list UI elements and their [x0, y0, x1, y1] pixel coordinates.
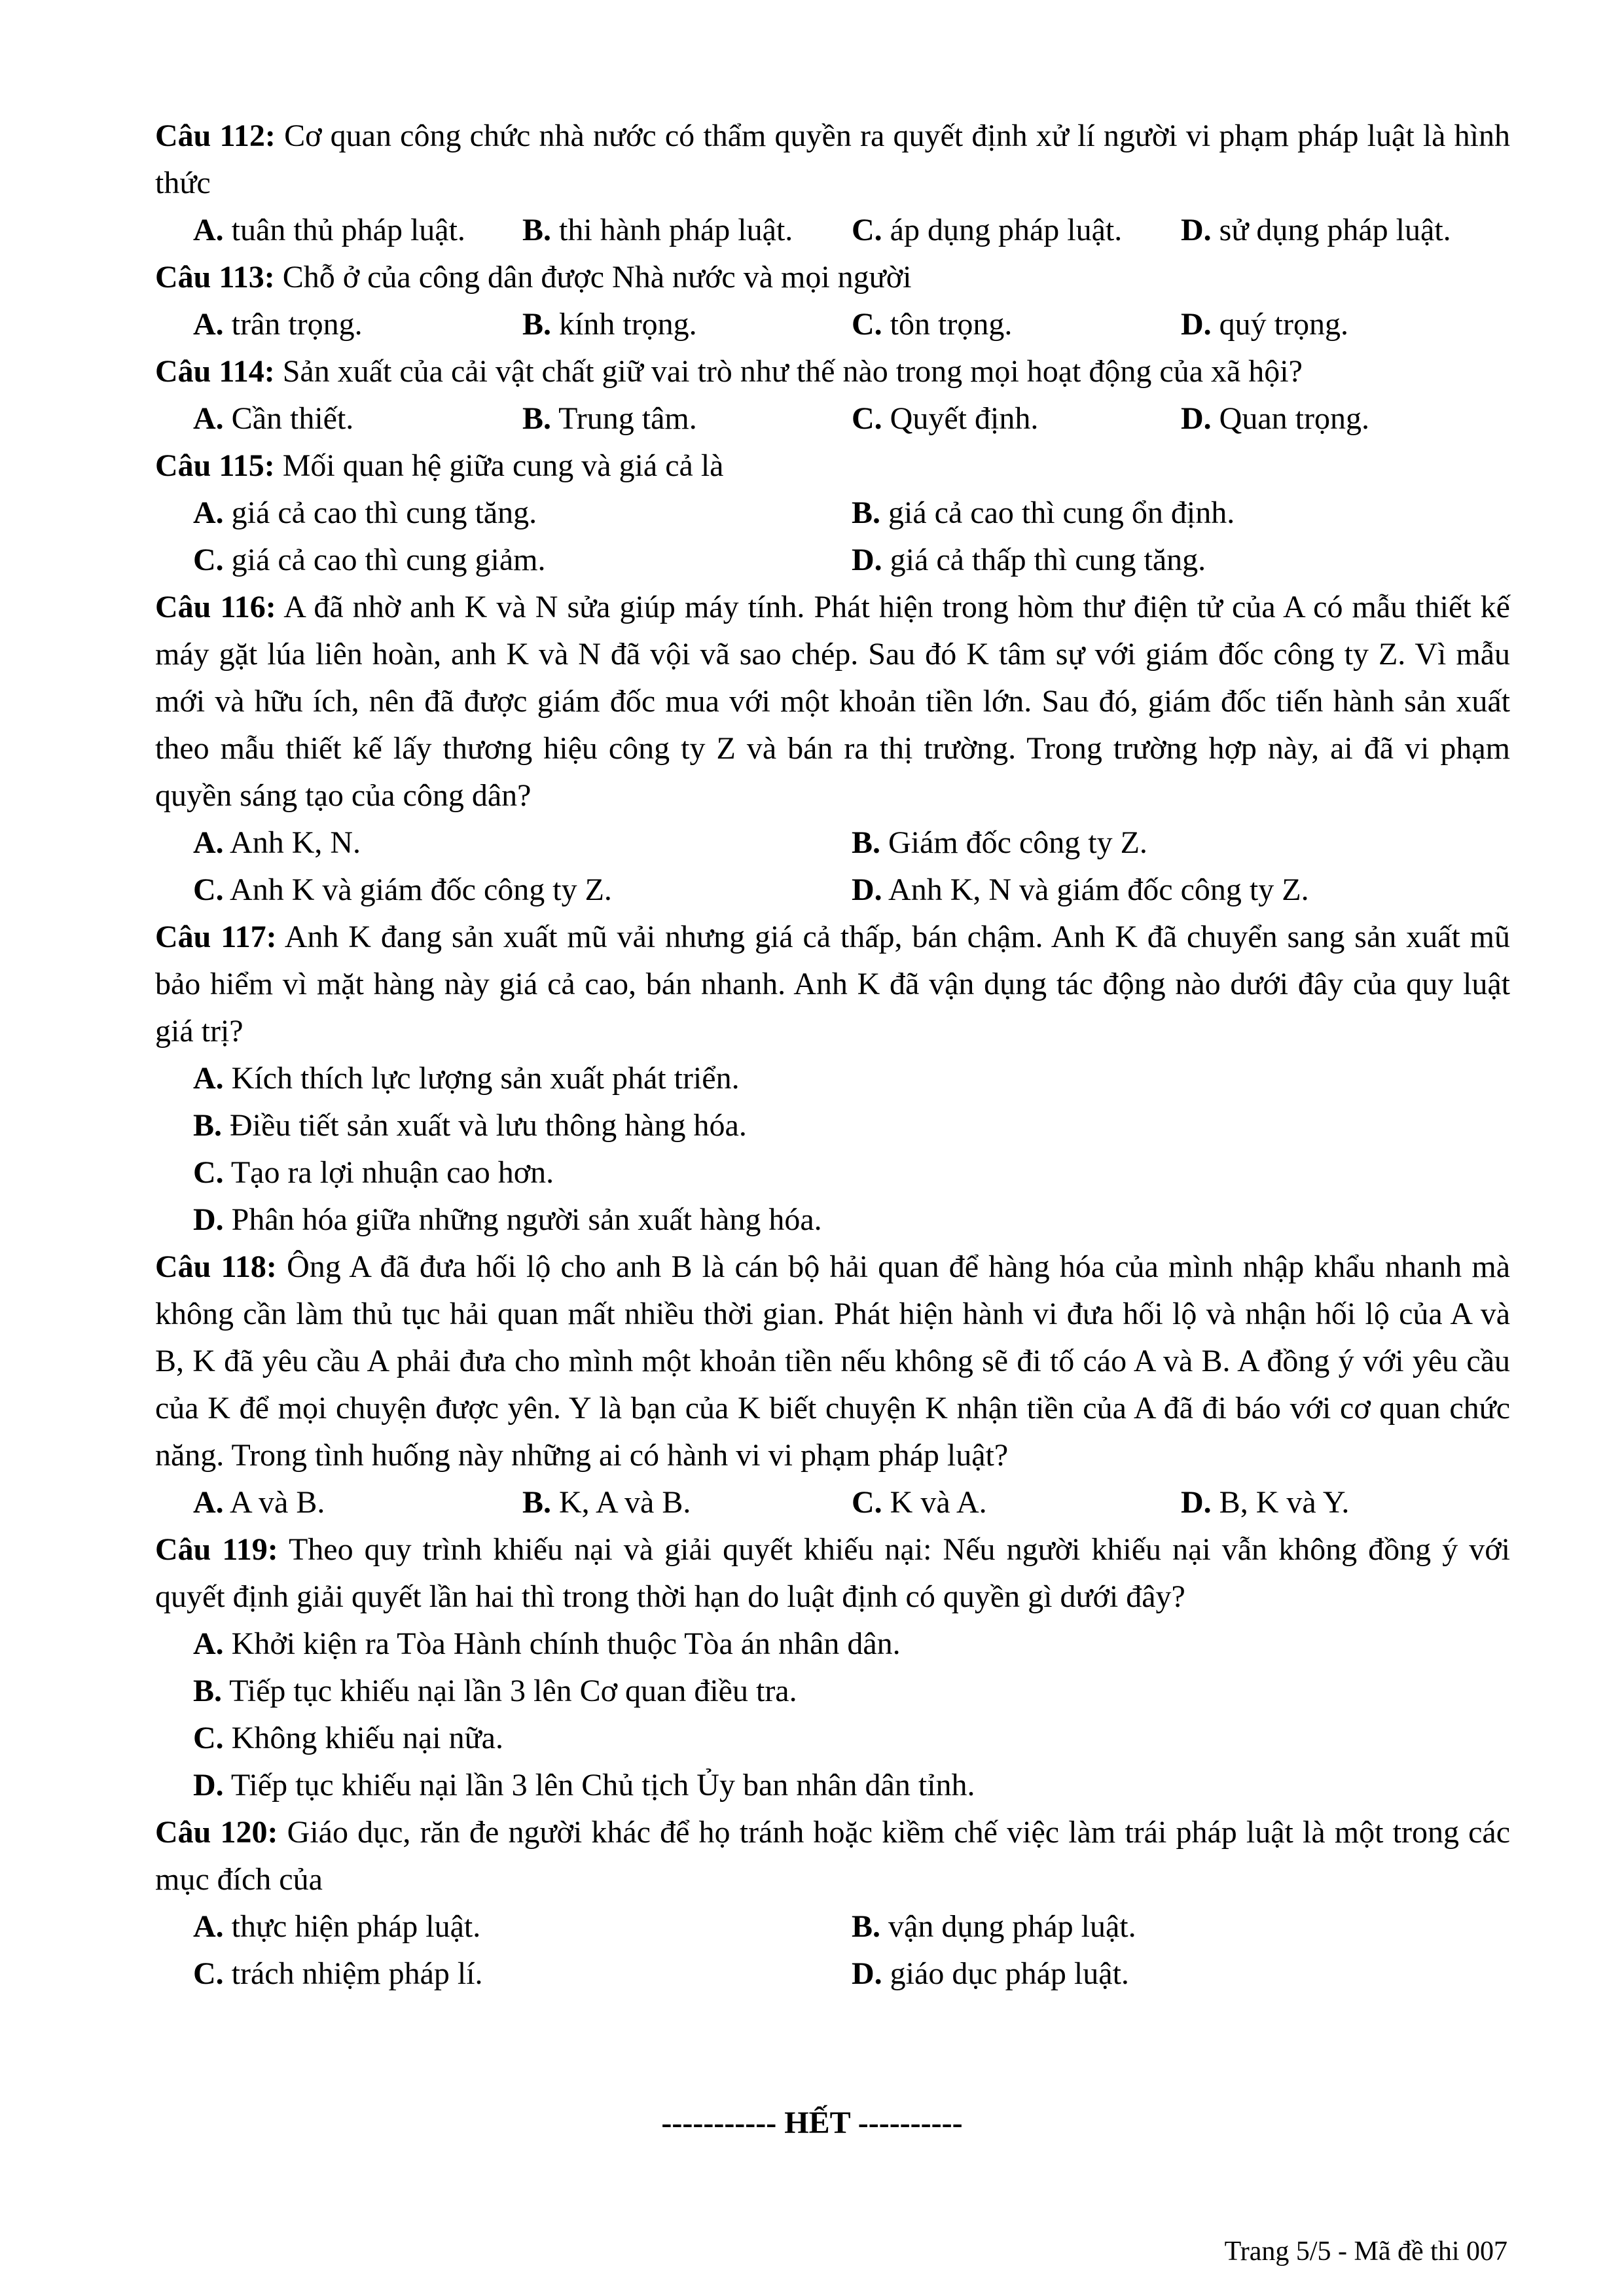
end-mark: ----------- HẾT ---------- [661, 2106, 963, 2140]
option-text: Trung tâm. [558, 401, 697, 436]
question-stem [155, 1244, 1510, 1479]
option-text: tuân thủ pháp luật. [231, 213, 465, 247]
answer-option [193, 490, 852, 537]
option-key: C. [852, 307, 882, 342]
option-text: Giám đốc công ty Z. [888, 825, 1147, 860]
answer-option [852, 395, 1181, 442]
question [155, 1244, 1510, 1526]
page-footer: Trang 5/5 - Mã đề thi 007 [1224, 2236, 1507, 2267]
answer-option [193, 1621, 1510, 1668]
option-text: Khởi kiện ra Tòa Hành chính thuộc Tòa án nhân dân. [231, 1626, 901, 1661]
option-text: Không khiếu nại nữa. [231, 1721, 503, 1755]
option-text: giáo dục pháp luật. [890, 1956, 1129, 1991]
answer-option [193, 1715, 1510, 1762]
answer-option [852, 537, 1510, 584]
answer-options [155, 395, 1510, 442]
question [155, 442, 1510, 584]
option-key: C. [193, 872, 224, 907]
question-number: Câu 112: [155, 118, 276, 153]
option-text: tôn trọng. [890, 307, 1013, 342]
answer-options [155, 1621, 1510, 1809]
answer-option [852, 1479, 1181, 1526]
answer-option [1181, 1479, 1510, 1526]
question-number: Câu 113: [155, 260, 275, 295]
option-row [193, 867, 1510, 914]
option-text: giá cả thấp thì cung tăng. [890, 543, 1206, 577]
answer-option [852, 867, 1510, 914]
option-text: Anh K, N. [230, 825, 361, 860]
question [155, 254, 1510, 348]
option-text: K, A và B. [559, 1485, 691, 1520]
question-stem [155, 914, 1510, 1055]
option-text: Quyết định. [890, 401, 1039, 436]
question-number: Câu 114: [155, 354, 275, 389]
answer-option [1181, 301, 1510, 348]
answer-option [193, 1668, 1510, 1715]
answer-option [852, 301, 1181, 348]
option-text: quý trọng. [1219, 307, 1348, 342]
option-row [193, 1762, 1510, 1809]
answer-option [193, 819, 852, 867]
answer-option [522, 301, 852, 348]
option-key: A. [193, 213, 224, 247]
answer-option [1181, 207, 1510, 254]
question-text: Theo quy trình khiếu nại và giải quyết khiếu nại: Nếu người khiếu nại vẫn không đồng ý với quyết định giải quyết lần hai thì trong thời hạn do luật định có quyền gì dưới đây? [155, 1532, 1510, 1614]
option-text: trách nhiệm pháp lí. [231, 1956, 483, 1991]
question [155, 584, 1510, 914]
option-key: C. [193, 1956, 224, 1991]
answer-option [193, 1903, 852, 1950]
question-stem [155, 1809, 1510, 1903]
answer-option [193, 1055, 1510, 1102]
option-row [193, 1668, 1510, 1715]
option-key: D. [1181, 213, 1212, 247]
option-text: Tiếp tục khiếu nại lần 3 lên Cơ quan điều tra. [229, 1674, 797, 1708]
question-stem [155, 254, 1510, 301]
question [155, 1526, 1510, 1809]
question-text: Giáo dục, răn đe người khác để họ tránh hoặc kiềm chế việc làm trái pháp luật là một trong các mục đích của [155, 1815, 1511, 1897]
question-number: Câu 118: [155, 1249, 277, 1284]
option-key: A. [193, 307, 224, 342]
option-text: kính trọng. [559, 307, 697, 342]
option-key: B. [852, 825, 881, 860]
option-key: B. [522, 307, 552, 342]
question-text: Sản xuất của cải vật chất giữ vai trò như thế nào trong mọi hoạt động của xã hội? [282, 354, 1303, 389]
option-key: C. [852, 213, 882, 247]
question-text: Chỗ ở của công dân được Nhà nước và mọi người [282, 260, 912, 295]
option-text: sử dụng pháp luật. [1219, 213, 1451, 247]
answer-option [852, 490, 1510, 537]
question-number: Câu 116: [155, 590, 276, 624]
question-stem [155, 1526, 1510, 1621]
option-key: D. [1181, 307, 1212, 342]
option-text: Anh K, N và giám đốc công ty Z. [888, 872, 1309, 907]
option-row [193, 1055, 1510, 1102]
question-text: Mối quan hệ giữa cung và giá cả là [282, 448, 724, 483]
answer-options [155, 1479, 1510, 1526]
option-row [193, 1715, 1510, 1762]
option-text: Phân hóa giữa những người sản xuất hàng hóa. [231, 1202, 822, 1237]
answer-option [193, 537, 852, 584]
option-text: thi hành pháp luật. [559, 213, 793, 247]
option-row [193, 1149, 1510, 1196]
answer-options [155, 819, 1510, 914]
option-row [193, 1621, 1510, 1668]
option-key: D. [1181, 1485, 1212, 1520]
option-row [193, 819, 1510, 867]
option-key: D. [1181, 401, 1212, 436]
answer-options [155, 301, 1510, 348]
option-key: A. [193, 401, 224, 436]
question-number: Câu 115: [155, 448, 275, 483]
option-key: D. [852, 543, 882, 577]
question-text: Ông A đã đưa hối lộ cho anh B là cán bộ hải quan để hàng hóa của mình nhập khẩu nhanh mà không cần làm thủ tục hải quan mất nhiều thời gian. Phát hiện hành vi đưa hối lộ và nhận hối lộ của A và B, K đã yêu cầu A phải đưa cho mình một khoản tiền nếu không sẽ đi tố cáo A và B. A đồng ý với yêu cầu của K để mọi chuyện được yên. Y là bạn của K biết chuyện K nhận tiền của A đã đi báo với cơ quan chức năng. Trong tình huống này những ai có hành vi vi phạm pháp luật? [155, 1249, 1511, 1473]
option-text: B, K và Y. [1219, 1485, 1350, 1520]
option-text: vận dụng pháp luật. [888, 1909, 1136, 1944]
option-row [193, 1479, 1510, 1526]
answer-option [852, 1950, 1510, 1998]
answer-option [852, 1903, 1510, 1950]
option-key: B. [852, 1909, 881, 1944]
question-stem [155, 442, 1510, 490]
option-text: A và B. [230, 1485, 325, 1520]
question-number: Câu 120: [155, 1815, 278, 1850]
answer-option [193, 207, 522, 254]
option-key: C. [193, 1721, 224, 1755]
option-row [193, 395, 1510, 442]
answer-option [522, 1479, 852, 1526]
question-number: Câu 119: [155, 1532, 278, 1567]
answer-option [193, 1196, 1510, 1244]
option-row [193, 1196, 1510, 1244]
answer-options [155, 1903, 1510, 1998]
option-key: A. [193, 825, 224, 860]
option-text: thực hiện pháp luật. [231, 1909, 481, 1944]
option-key: B. [522, 1485, 552, 1520]
question-number: Câu 117: [155, 920, 277, 954]
option-text: K và A. [890, 1485, 987, 1520]
answer-options [155, 1055, 1510, 1244]
answer-option [193, 1479, 522, 1526]
answer-options [155, 490, 1510, 584]
option-key: C. [193, 543, 224, 577]
answer-option [852, 819, 1510, 867]
option-key: A. [193, 1061, 224, 1096]
option-key: A. [193, 495, 224, 530]
question-text: Anh K đang sản xuất mũ vải nhưng giá cả thấp, bán chậm. Anh K đã chuyển sang sản xuất mũ bảo hiểm vì mặt hàng này giá cả cao, bán nhanh. Anh K đã vận dụng tác động nào dưới đây của quy luật giá trị? [155, 920, 1510, 1049]
option-row [193, 1950, 1510, 1998]
question-stem [155, 113, 1510, 207]
option-key: D. [193, 1202, 224, 1237]
option-key: B. [522, 401, 552, 436]
question-text: A đã nhờ anh K và N sửa giúp máy tính. Phát hiện trong hòm thư điện tử của A có mẫu thiết kế máy gặt lúa liên hoàn, anh K và N đã vội vã sao chép. Sau đó K tâm sự với giám đốc công ty Z. Vì mẫu mới và hữu ích, nên đã được giám đốc mua với một khoản tiền lớn. Sau đó, giám đốc tiến hành sản xuất theo mẫu thiết kế lấy thương hiệu công ty Z và bán ra thị trường. Trong trường hợp này, ai đã vi phạm quyền sáng tạo của công dân? [155, 590, 1510, 813]
option-key: D. [852, 1956, 882, 1991]
option-key: B. [852, 495, 881, 530]
answer-option [522, 395, 852, 442]
question-list [155, 113, 1510, 1998]
answer-options [155, 207, 1510, 254]
option-row [193, 537, 1510, 584]
question-stem [155, 348, 1510, 395]
option-text: giá cả cao thì cung ổn định. [888, 495, 1235, 530]
option-text: Cần thiết. [231, 401, 354, 436]
answer-option [193, 1102, 1510, 1149]
option-key: C. [852, 1485, 882, 1520]
option-text: Tiếp tục khiếu nại lần 3 lên Chủ tịch Ủy ban nhân dân tỉnh. [230, 1768, 975, 1803]
option-key: C. [193, 1155, 224, 1190]
answer-option [1181, 395, 1510, 442]
option-key: D. [852, 872, 882, 907]
option-row [193, 1102, 1510, 1149]
answer-option [522, 207, 852, 254]
option-text: Điều tiết sản xuất và lưu thông hàng hóa. [230, 1108, 747, 1143]
answer-option [193, 395, 522, 442]
question [155, 914, 1510, 1244]
option-text: Tạo ra lợi nhuận cao hơn. [230, 1155, 554, 1190]
option-row [193, 490, 1510, 537]
option-text: Kích thích lực lượng sản xuất phát triển. [231, 1061, 740, 1096]
option-key: B. [522, 213, 552, 247]
option-row [193, 207, 1510, 254]
option-row [193, 301, 1510, 348]
option-key: B. [193, 1108, 223, 1143]
option-text: Quan trọng. [1219, 401, 1369, 436]
option-text: trân trọng. [231, 307, 363, 342]
option-key: B. [193, 1674, 223, 1708]
option-text: giá cả cao thì cung giảm. [231, 543, 546, 577]
question [155, 1809, 1510, 1998]
answer-option [193, 1149, 1510, 1196]
option-key: C. [852, 401, 882, 436]
question-text: Cơ quan công chức nhà nước có thẩm quyền ra quyết định xử lí người vi phạm pháp luật là hình thức [155, 118, 1511, 200]
option-text: Anh K và giám đốc công ty Z. [230, 872, 612, 907]
answer-option [193, 867, 852, 914]
option-row [193, 1903, 1510, 1950]
answer-option [193, 301, 522, 348]
question [155, 348, 1510, 442]
option-text: giá cả cao thì cung tăng. [231, 495, 537, 530]
option-key: D. [193, 1768, 224, 1803]
option-key: A. [193, 1626, 224, 1661]
answer-option [193, 1762, 1510, 1809]
answer-option [193, 1950, 852, 1998]
answer-option [852, 207, 1181, 254]
option-key: A. [193, 1485, 224, 1520]
option-key: A. [193, 1909, 224, 1944]
question-stem [155, 584, 1510, 819]
question [155, 113, 1510, 254]
option-text: áp dụng pháp luật. [890, 213, 1123, 247]
